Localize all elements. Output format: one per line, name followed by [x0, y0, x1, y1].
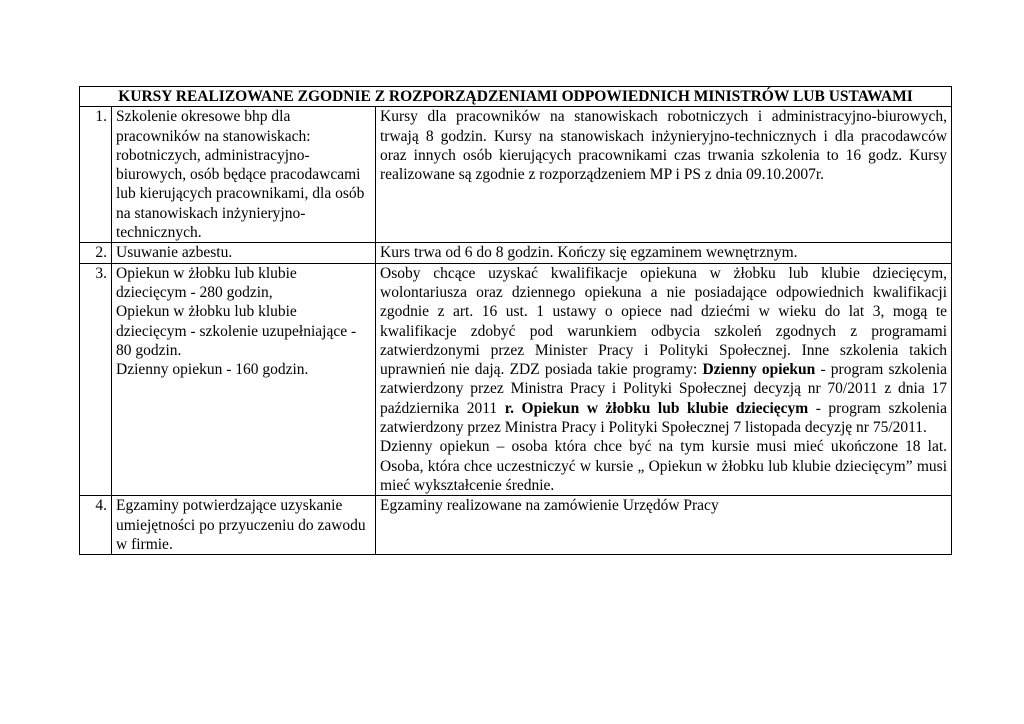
course-line: Opiekun w żłobku lub klubie dziecięcym - szkolenie uzupełniające - 80 godzin.: [116, 303, 357, 359]
course-description: [376, 263, 952, 496]
description-text: - program szkolenia zatwierdzony przez Ministra Pracy i Polityki Społecznej 7 listopada decyzję nr 75/2011.: [380, 399, 947, 437]
course-name: Egzaminy potwierdzające uzyskanie umiejętności po przyuczeniu do zawodu w firmie.: [112, 496, 376, 555]
description-bold-text: r. Opiekun w żłobku lub klubie dziecięcym: [504, 399, 809, 417]
course-name: Usuwanie azbestu.: [112, 243, 376, 263]
table-row: [80, 243, 952, 263]
table-row: [80, 263, 952, 496]
row-number: 1.: [80, 107, 112, 243]
row-number: 2.: [80, 243, 112, 263]
course-description: Kursy dla pracowników na stanowiskach robotniczych i administracyjno-biurowych, trwają 8 godzin. Kursy na stanowiskach inżynieryjno-technicznych i dla pracodawców oraz innych osób kierujących pracownikami czas trwania szkolenia to 16 godz. Kursy realizowane są zgodnie z rozporządzeniem MP i PS z dnia 09.10.2007r.: [376, 107, 952, 243]
description-text: - program szkolenia zatwierdzony przez Ministra Pracy i Polityki Społecznej decyzją nr 70/2011 z dnia 17 października 2011: [380, 361, 948, 417]
course-line: Opiekun w żłobku lub klubie dziecięcym - 280 godzin,: [116, 264, 297, 301]
table-title: KURSY REALIZOWANE ZGODNIE Z ROZPORZĄDZENIAMI ODPOWIEDNICH MINISTRÓW LUB USTAWAMI: [80, 87, 952, 107]
description-text: Osoby chcące uzyskać kwalifikacje opiekuna w żłobku lub klubie dziecięcym, wolontariusza oraz dziennego opiekuna a nie posiadające odpowiednich kwalifikacji zgodnie z art. 16 ust. 1 ustawy o opiece nad dziećmi w wieku do lat 3, mogą te kwalifikacje zdobyć pod warunkiem odbycia szkoleń zgodnych z programami zatwierdzonymi przez Minister Pracy i Polityki Społecznej. Inne szkolenia takich uprawnień nie dają. ZDZ posiada takie programy:: [380, 264, 948, 379]
course-description: Kurs trwa od 6 do 8 godzin. Kończy się egzaminem wewnętrznym.: [376, 243, 952, 263]
description-paragraph: Dzienny opiekun – osoba która chce być na tym kursie musi mieć ukończone 18 lat. Osoba, która chce uczestniczyć w kursie „ Opiekun w żłobku lub klubie dziecięcym” musi mieć wykształcenie średnie.: [380, 438, 948, 494]
table-row: [80, 496, 952, 555]
row-number: 3.: [80, 263, 112, 496]
table-row: [80, 107, 952, 243]
course-description: Egzaminy realizowane na zamówienie Urzędów Pracy: [376, 496, 952, 555]
description-bold-text: Dzienny opiekun: [702, 361, 816, 379]
course-name: Szkolenie okresowe bhp dla pracowników na stanowiskach: robotniczych, administracyjno-biurowych, osób będące pracodawcami lub kierujących pracownikami, dla osób na stanowiskach inżynieryjno-technicznych.: [112, 107, 376, 243]
table-header-row: [80, 87, 952, 107]
row-number: 4.: [80, 496, 112, 555]
courses-table: [79, 86, 952, 555]
description-paragraph: [380, 264, 947, 438]
course-line: Dzienny opiekun - 160 godzin.: [116, 361, 309, 379]
course-name: [112, 263, 376, 496]
